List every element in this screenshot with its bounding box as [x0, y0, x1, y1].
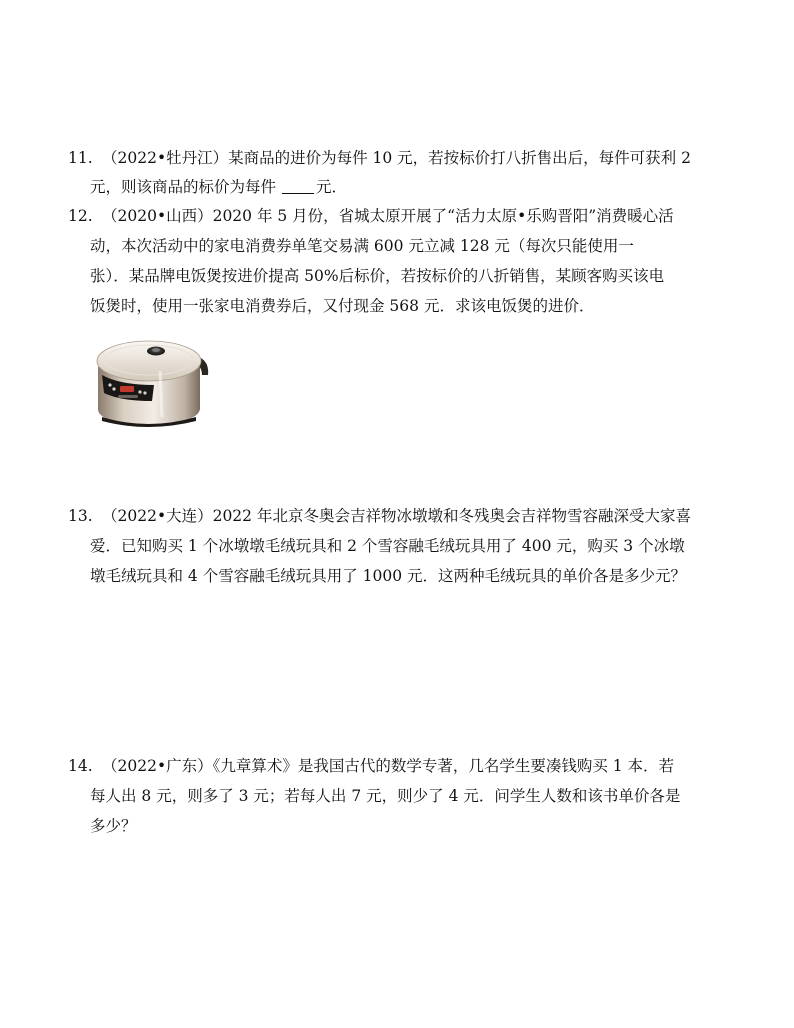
- question-text-line: 墩毛绒玩具和 4 个雪容融毛绒玩具用了 1000 元．这两种毛绒玩具的单价各是多少元？: [90, 567, 687, 585]
- answer-blank[interactable]: [282, 179, 314, 194]
- question-text-line: 张）．某品牌电饭煲按进价提高 50%后标价，若按标价的八折销售，某顾客购买该电: [90, 267, 665, 285]
- question-number: 14.: [68, 757, 93, 775]
- question-number: 13.: [68, 507, 93, 525]
- question-text-line: （2022•广东）《九章算术》是我国古代的数学专著，几名学生要凑钱购买 1 本．若: [102, 757, 675, 775]
- question-text-line: 爱．已知购买 1 个冰墩墩毛绒玩具和 2 个雪容融毛绒玩具用了 400 元，购买 3 个冰墩: [90, 537, 685, 555]
- question-text-line: （2022•大连）2022 年北京冬奥会吉祥物冰墩墩和冬残奥会吉祥物雪容融深受大家喜: [102, 507, 691, 525]
- question-number: 12.: [68, 207, 93, 225]
- question-text-line: 元，则该商品的标价为每件 元．: [90, 178, 348, 196]
- question-text-line: （2022•牡丹江）某商品的进价为每件 10 元，若按标价打八折售出后，每件可获利 2: [102, 149, 691, 167]
- question-text-line: 每人出 8 元，则多了 3 元；若每人出 7 元，则少了 4 元．问学生人数和该书单价各是: [90, 787, 681, 805]
- question-text-line: 饭煲时，使用一张家电消费券后，又付现金 568 元．求该电饭煲的进价．: [90, 297, 595, 315]
- rice-cooker-image: [90, 331, 214, 431]
- question-number: 11.: [68, 149, 93, 167]
- question-text-line: 动，本次活动中的家电消费券单笔交易满 600 元立减 128 元（每次只能使用一: [90, 237, 634, 255]
- question-text-line: 多少？: [90, 817, 137, 835]
- question-text-line: （2020•山西）2020 年 5 月份，省城太原开展了“活力太原•乐购晋阳”消费暖心活: [102, 207, 674, 225]
